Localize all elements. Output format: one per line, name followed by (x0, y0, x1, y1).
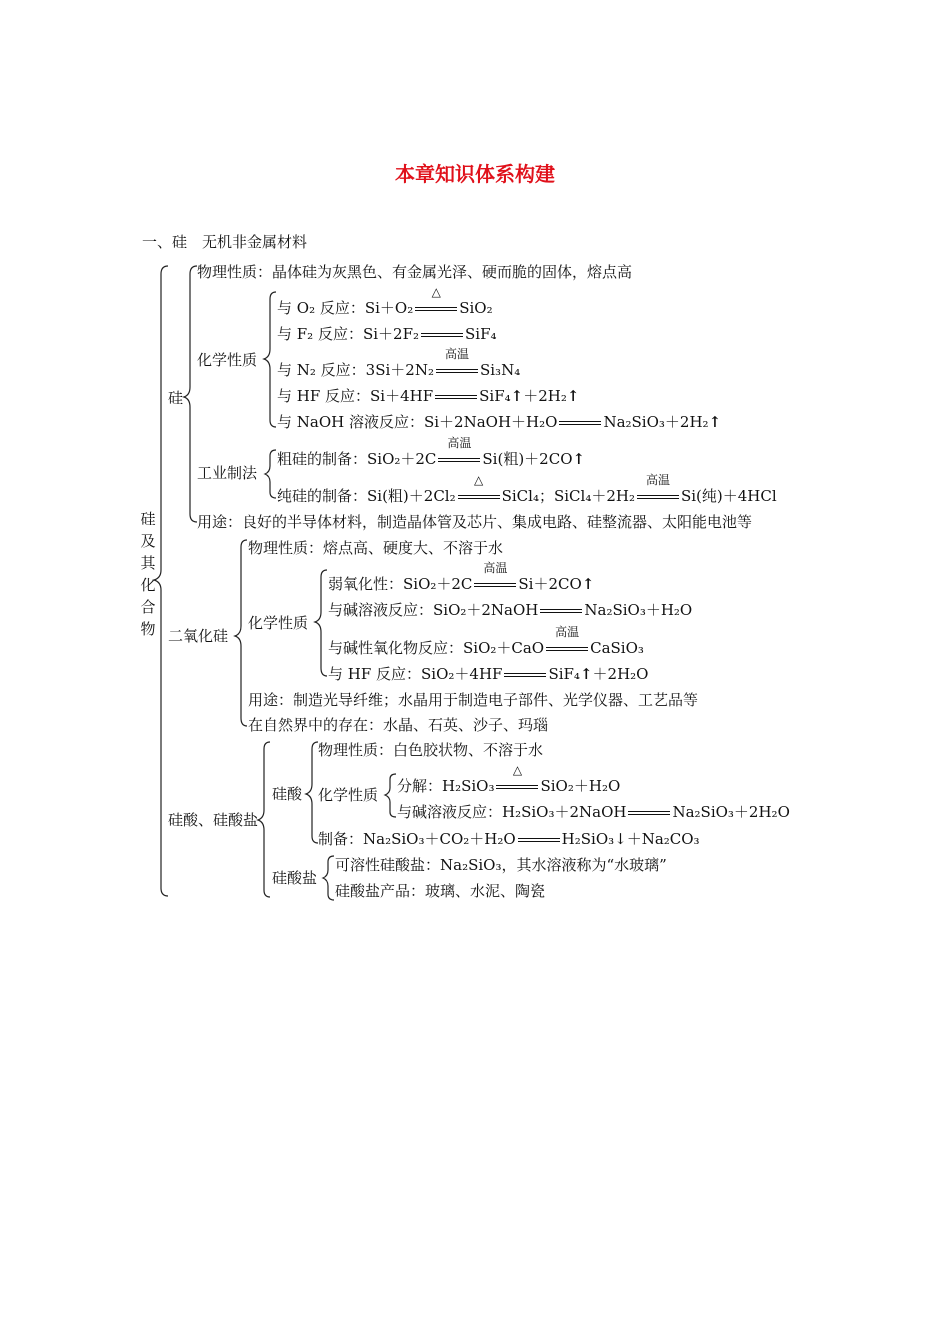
gas-arrow-icon (573, 450, 586, 468)
reactants: 与 O₂ 反应：Si＋O₂ (277, 299, 414, 317)
si-reaction-n2 (277, 347, 521, 380)
products: SiF₄ (465, 325, 497, 343)
gas-arrow-icon (582, 575, 595, 593)
equation-arrow (626, 802, 672, 822)
sio2-label: 二氧化硅 (168, 627, 229, 645)
silicate-products: 硅酸盐产品：玻璃、水泥、陶瓷 (335, 882, 546, 900)
equation-arrow (413, 285, 459, 318)
gas-arrow-icon (511, 387, 524, 405)
equation-arrow (516, 829, 562, 849)
products: Na₂SiO₃＋2H₂ (603, 413, 709, 431)
root-label: 硅 及 其 化 合 物 (140, 510, 156, 638)
equation-arrow: △ (456, 486, 502, 506)
si-pure-prep: 纯硅的制备：Si(粗)＋2Cl₂ △ SiCl₄；SiCl₄＋2H₂ 高温 Si(纯)＋4HCl (277, 473, 777, 505)
reactants: 与 N₂ 反应：3Si＋2N₂ (277, 361, 434, 379)
silicic-label: 硅酸、硅酸盐 (168, 811, 259, 829)
condition: 高温 (444, 347, 469, 361)
products: Si₃N₄ (479, 361, 521, 379)
equation-arrow: 高温 (436, 449, 482, 469)
soluble-silicate: 可溶性硅酸盐：Na₂SiO₃，其水溶液称为“水玻璃” (335, 856, 667, 874)
equation-arrow (538, 600, 584, 620)
reactants: 与 NaOH 溶液反应：Si＋2NaOH＋H₂O (277, 413, 558, 431)
si-reaction-naoh (277, 412, 721, 432)
sio2-use: 用途：制造光导纤维；水晶用于制造电子部件、光学仪器、工艺品等 (248, 691, 699, 709)
products: SiO₂ (459, 299, 493, 317)
page-title: 本章知识体系构建 (395, 162, 555, 186)
equation-arrow (433, 386, 479, 406)
silicate-label: 硅酸盐 (272, 869, 318, 887)
si-label: 硅 (168, 389, 184, 407)
sio2-hf-reaction: 与 HF 反应：SiO₂＋4HF SiF₄ ↑ ＋2H₂O (328, 664, 648, 684)
silicic-decomposition: 分解：H₂SiO₃ △ SiO₂＋H₂O (397, 763, 621, 795)
gas-arrow-icon (709, 413, 722, 431)
equation-arrow (502, 664, 548, 684)
products: SiF₄ (479, 387, 511, 405)
si-chem-label: 化学性质 (197, 351, 258, 369)
si-reaction-o2 (277, 285, 493, 318)
silicic-acid-label: 硅酸 (272, 785, 303, 803)
sio2-nature: 在自然界中的存在：水晶、石英、沙子、玛瑙 (248, 716, 549, 734)
equation-arrow: △ (494, 776, 540, 796)
sio2-chem-label: 化学性质 (248, 614, 309, 632)
reactants: 与 F₂ 反应：Si＋2F₂ (277, 325, 419, 343)
sio2-weak-oxidation: 弱氧化性：SiO₂＋2C 高温 Si＋2CO ↑ (328, 574, 594, 594)
si-crude-prep: 粗硅的制备：SiO₂＋2C 高温 Si(粗)＋2CO ↑ (277, 449, 585, 469)
si-physical: 物理性质：晶体硅为灰黑色、有金属光泽、硬而脆的固体，熔点高 (197, 263, 633, 281)
equation-arrow: 高温 (635, 486, 681, 506)
equation-arrow: 高温 (544, 638, 590, 658)
silicic-preparation: 制备：Na₂SiO₃＋CO₂＋H₂O H₂SiO₃↓＋Na₂CO₃ (318, 830, 700, 848)
silicic-base-reaction: 与碱溶液反应：H₂SiO₃＋2NaOH Na₂SiO₃＋2H₂O (397, 803, 790, 821)
si-reaction-hf: 与 HF 反应：Si＋4HF SiF₄ ↑ ＋2H₂ ↑ (277, 386, 579, 406)
gas-arrow-icon (580, 665, 593, 683)
si-reaction-f2 (277, 324, 497, 344)
equation-arrow (434, 347, 480, 380)
si-industry-label: 工业制法 (197, 464, 258, 482)
equation-arrow: 高温 (472, 574, 518, 594)
silicic-physical: 物理性质：白色胶状物、不溶于水 (318, 741, 544, 759)
silicic-chem-label: 化学性质 (318, 786, 379, 804)
gas-arrow-icon (567, 387, 580, 405)
sio2-physical: 物理性质：熔点高、硬度大、不溶于水 (248, 539, 504, 557)
equation-arrow (419, 324, 465, 344)
reactants: 与 HF 反应：Si＋4HF (277, 387, 434, 405)
si-use: 用途：良好的半导体材料，制造晶体管及芯片、集成电路、硅整流器、太阳能电池等 (197, 513, 753, 531)
condition: △ (431, 285, 441, 299)
sio2-oxide-reaction: 与碱性氧化物反应：SiO₂＋CaO 高温 CaSiO₃ (328, 625, 644, 657)
sio2-base-reaction: 与碱溶液反应：SiO₂＋2NaOH Na₂SiO₃＋H₂O (328, 601, 693, 619)
section-heading: 一、硅 无机非金属材料 (142, 233, 308, 251)
equation-arrow (557, 412, 603, 432)
